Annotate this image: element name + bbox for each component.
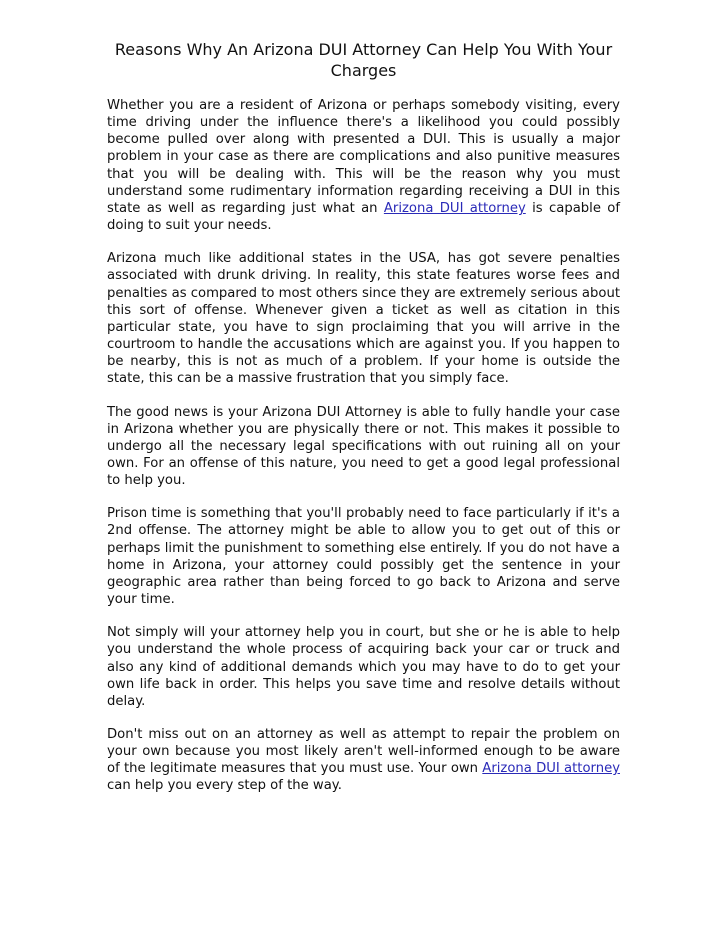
paragraph-6	[107, 726, 620, 795]
document-title: Reasons Why An Arizona DUI Attorney Can Help You With Your Charges	[114, 40, 613, 80]
paragraph-4: Prison time is something that you'll probably need to face particularly if it's a 2nd offense. The attorney might be able to allow you to get out of this or perhaps limit the punishment to something else entirely. If you do not have a home in Arizona, your attorney could possibly get the sentence in your geographic area rather than being forced to go back to Arizona and serve your time.	[107, 506, 620, 608]
paragraph-1-text-before: Whether you are a resident of Arizona or perhaps somebody visiting, every time driving under the influence there's a likelihood you could possibly become pulled over along with presented a DUI. This is usually a major problem in your case as there are complications and also punitive measures that you will be dealing with. This will be the reason why you must understand some rudimentary information regarding receiving a DUI in this state as well as regarding just what an	[107, 98, 620, 216]
paragraph-5: Not simply will your attorney help you in court, but she or he is able to help you understand the whole process of acquiring back your car or truck and also any kind of additional demands which you may have to do to get your own life back in order. This helps you save time and resolve details without delay.	[107, 625, 620, 709]
paragraph-6-text-before: Don't miss out on an attorney as well as attempt to repair the problem on your own because you most likely aren't well-informed enough to be aware of the legitimate measures that you must use. Your own	[107, 727, 620, 777]
arizona-dui-attorney-link-1[interactable]: Arizona DUI attorney	[383, 200, 526, 216]
paragraph-2: Arizona much like additional states in the USA, has got severe penalties associated with drunk driving. In reality, this state features worse fees and penalties as compared to most others since they are extremely serious about this sort of offense. Whenever given a ticket as well as citation in this particular state, you have to sign proclaiming that you will arrive in the courtroom to handle the accusations which are against you. If you happen to be nearby, this is not as much of a problem. If your home is outside the state, this can be a massive frustration that you simply face.	[107, 251, 620, 387]
document-page	[107, 39, 620, 811]
paragraph-1-text-after: is capable of doing to suit your needs.	[107, 200, 620, 234]
arizona-dui-attorney-link-2[interactable]: Arizona DUI attorney	[482, 761, 620, 777]
paragraph-6-text-after: can help you every step of the way.	[107, 778, 342, 794]
paragraph-3: The good news is your Arizona DUI Attorney is able to fully handle your case in Arizona whether you are physically there or not. This makes it possible to undergo all the necessary legal specifications with out ruining all on your own. For an offense of this nature, you need to get a good legal professional to help you.	[107, 404, 620, 489]
paragraph-1	[107, 97, 620, 234]
